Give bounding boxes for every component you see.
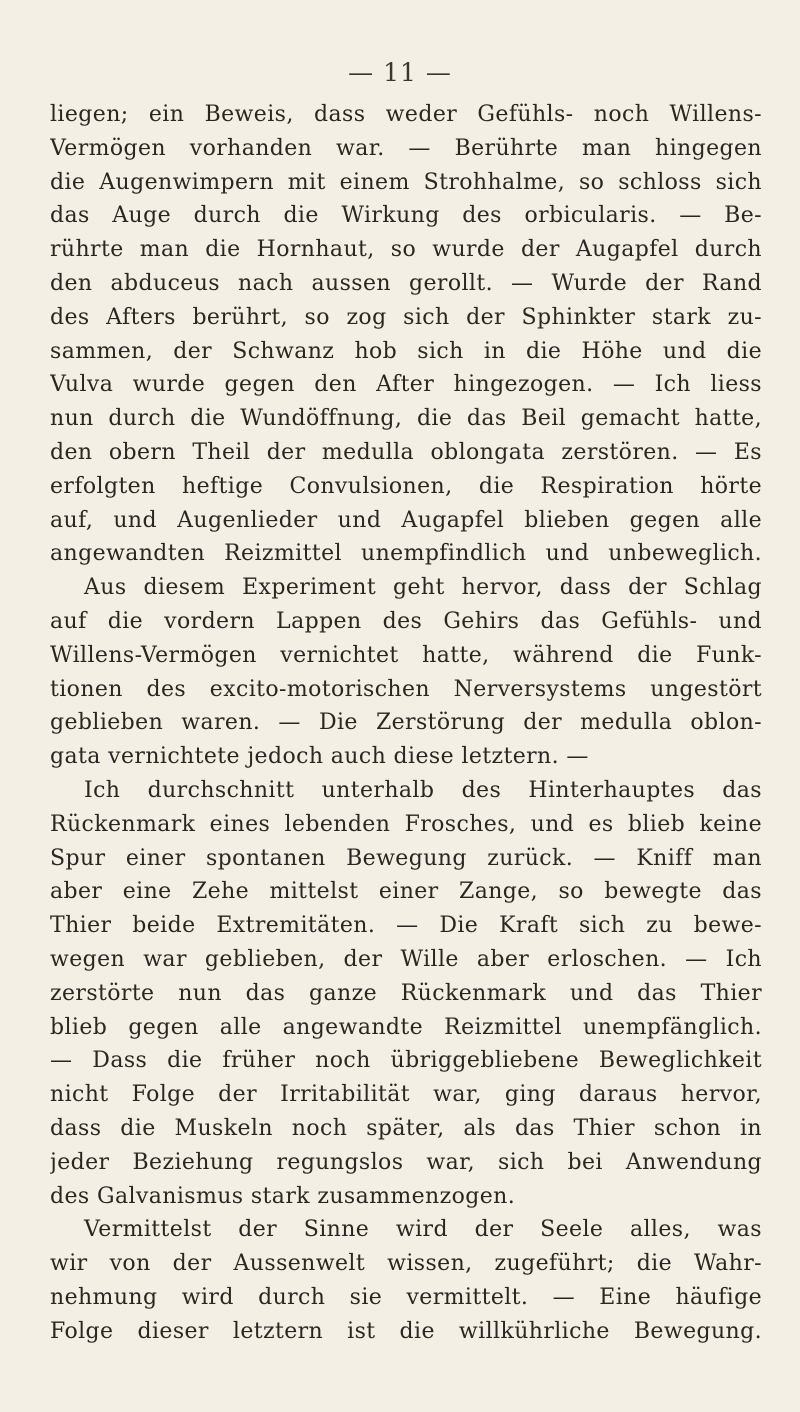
text-line: angewandten Reizmittel unempfindlich und unbeweglich.: [50, 541, 762, 567]
text-line: Thier beide Extremitäten. — Die Kraft sich zu bewe-: [50, 913, 762, 939]
text-line: erfolgten heftige Convulsionen, die Respiration hörte: [50, 473, 762, 499]
paragraph-end-line: des Galvanismus stark zusammenzogen.: [50, 1183, 516, 1209]
text-line: des Afters berührt, so zog sich der Sphinkter stark zu-: [50, 304, 762, 330]
text-line: Willens-Vermögen vernichtet hatte, während die Funk-: [50, 642, 762, 668]
paragraph-start-line: Aus diesem Experiment geht hervor, dass der Schlag: [84, 575, 762, 601]
text-line: sammen, der Schwanz hob sich in die Höhe und die: [50, 338, 762, 364]
text-line: zerstörte nun das ganze Rückenmark und das Thier: [50, 980, 762, 1006]
text-line: geblieben waren. — Die Zerstörung der medulla oblon-: [50, 710, 762, 736]
text-line: dass die Muskeln noch später, als das Thier schon in: [50, 1115, 762, 1141]
text-line: tionen des excito-motorischen Nerversystems ungestört: [50, 676, 762, 702]
text-line: nehmung wird durch sie vermittelt. — Eine häufige: [50, 1284, 762, 1310]
text-line: rührte man die Hornhaut, so wurde der Augapfel durch: [50, 237, 762, 263]
text-line: aber eine Zehe mittelst einer Zange, so bewegte das: [50, 879, 762, 905]
page-number: — 11 —: [348, 58, 452, 87]
text-line: Vulva wurde gegen den After hingezogen. — Ich liess: [50, 372, 762, 398]
paragraph-end-line: gata vernichtete jedoch auch diese letztern. —: [50, 744, 589, 770]
paragraph-start-line: Ich durchschnitt unterhalb des Hinterhauptes das: [84, 777, 762, 803]
text-line: jeder Beziehung regungslos war, sich bei Anwendung: [50, 1149, 762, 1175]
text-line: blieb gegen alle angewandte Reizmittel unempfänglich.: [50, 1014, 762, 1040]
text-line: wir von der Aussenwelt wissen, zugeführt; die Wahr-: [50, 1251, 762, 1277]
text-line: auf die vordern Lappen des Gehirs das Gefühls- und: [50, 608, 762, 634]
text-line: Spur einer spontanen Bewegung zurück. — Kniff man: [50, 845, 762, 871]
text-line: auf, und Augenlieder und Augapfel blieben gegen alle: [50, 507, 762, 533]
text-line: nicht Folge der Irritabilität war, ging daraus hervor,: [50, 1082, 762, 1108]
body-text: [50, 98, 762, 1348]
text-line: den obern Theil der medulla oblongata zerstören. — Es: [50, 439, 762, 465]
text-line: wegen war geblieben, der Wille aber erloschen. — Ich: [50, 946, 762, 972]
text-line: Rückenmark eines lebenden Frosches, und es blieb keine: [50, 811, 762, 837]
text-line: — Dass die früher noch übriggebliebene Beweglichkeit: [50, 1048, 762, 1074]
paragraph-start-line: Vermittelst der Sinne wird der Seele alles, was: [84, 1217, 762, 1243]
text-line: die Augenwimpern mit einem Strohhalme, so schloss sich: [50, 169, 762, 195]
text-line: den abduceus nach aussen gerollt. — Wurde der Rand: [50, 270, 762, 296]
text-line: Folge dieser letztern ist die willkührliche Bewegung.: [50, 1318, 762, 1344]
text-line: das Auge durch die Wirkung des orbicularis. — Be-: [50, 203, 762, 229]
text-line: Vermögen vorhanden war. — Berührte man hingegen: [50, 135, 762, 161]
text-line: liegen; ein Beweis, dass weder Gefühls- noch Willens-: [50, 102, 762, 127]
text-line: nun durch die Wundöffnung, die das Beil gemacht hatte,: [50, 406, 762, 432]
